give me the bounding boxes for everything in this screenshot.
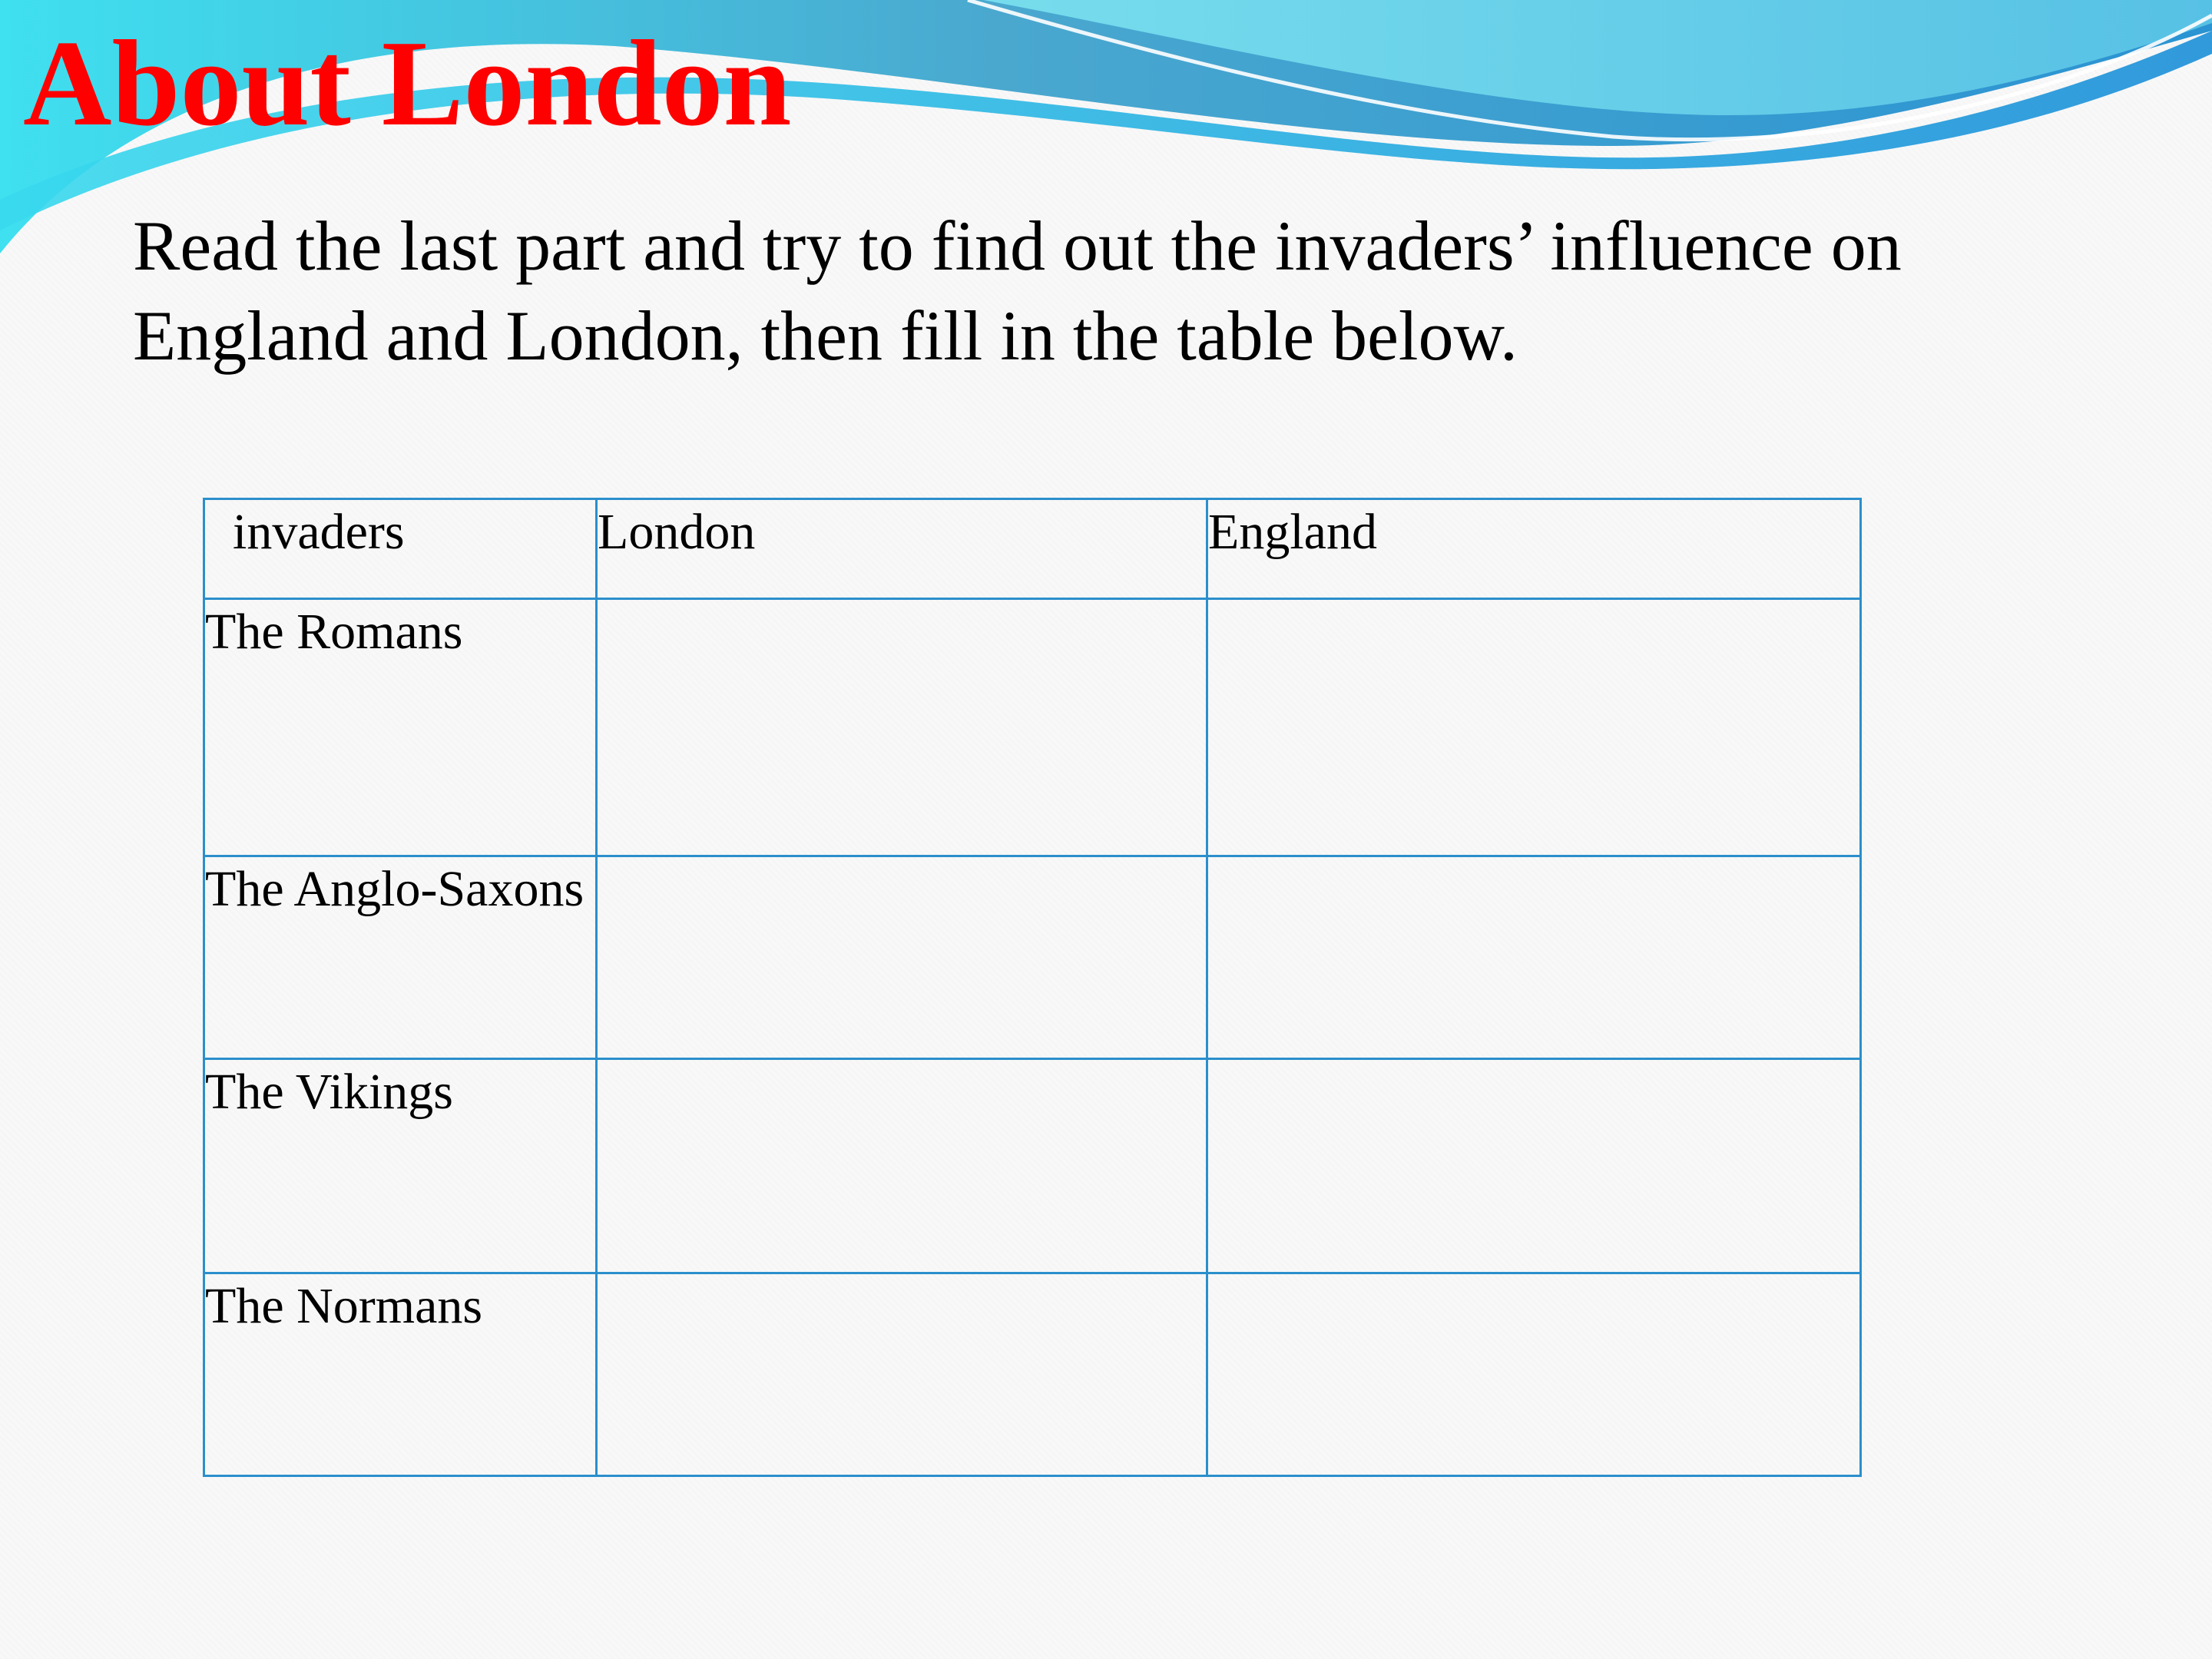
table-row	[204, 1273, 1861, 1476]
london-cell[interactable]	[597, 599, 1207, 856]
london-cell[interactable]	[597, 1059, 1207, 1273]
london-cell[interactable]	[597, 1273, 1207, 1476]
header-england: England	[1207, 499, 1861, 599]
table-row	[204, 856, 1861, 1059]
invader-name-cell: The Vikings	[204, 1059, 597, 1273]
invader-name-cell: The Romans	[204, 599, 597, 856]
header-invaders: invaders	[204, 499, 597, 599]
england-cell[interactable]	[1207, 599, 1861, 856]
table-header-row	[204, 499, 1861, 599]
england-cell[interactable]	[1207, 1273, 1861, 1476]
london-cell[interactable]	[597, 856, 1207, 1059]
header-london: London	[597, 499, 1207, 599]
instructions-text: Read the last part and try to find out the invaders’ influence on England and London, then fill in the table below.	[133, 207, 1902, 375]
england-cell[interactable]	[1207, 1059, 1861, 1273]
invader-name-cell: The Normans	[204, 1273, 597, 1476]
invaders-table	[203, 498, 1862, 1477]
invader-name-cell: The Anglo-Saxons	[204, 856, 597, 1059]
england-cell[interactable]	[1207, 856, 1861, 1059]
table-row	[204, 1059, 1861, 1273]
slide-title: About London	[23, 15, 792, 151]
table-row	[204, 599, 1861, 856]
